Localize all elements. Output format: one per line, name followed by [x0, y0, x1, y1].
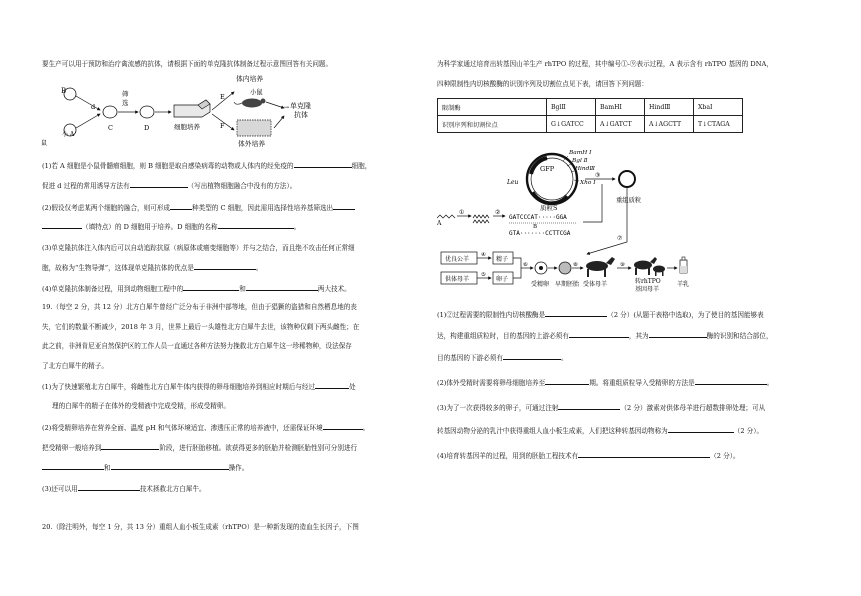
- step-7-label: ⑦: [617, 235, 623, 242]
- label-in-vitro: 体外培养: [238, 140, 266, 148]
- r-q1-line3: 目的基因的下游必须有 。: [437, 354, 568, 362]
- label-hind: HindⅢ: [575, 166, 595, 172]
- step-1-label: ①: [459, 209, 465, 216]
- label-d: d: [91, 103, 96, 111]
- label-leu: Leu: [507, 179, 519, 186]
- label-plasmid: 质粒S: [540, 204, 558, 212]
- r-q3-line2: 转基因动物分泌的乳汁中获得重组人血小板生成素，人们把这种转基因动物称为 （2 分）。: [437, 427, 764, 435]
- table-row: [438, 116, 743, 133]
- label-female: 供体母羊: [445, 276, 470, 283]
- q19-line3: 此之前，非洲肯尼亚自然保护区的工作人员一直通过各种方法努力挽救北方白犀牛这一珍稀物种，设法保存: [42, 342, 352, 350]
- dna-strand-icon: [437, 215, 455, 218]
- goat-icon: [586, 257, 615, 277]
- q19-2-line2: 把受精卵一般培养到 阶段，进行胚胎移植。欲获得更多的胚胎并检测胚胎性别可分别进行: [42, 444, 358, 452]
- q3-line1: (3)单克隆抗体注入体内后可以自动追踪抗原（病原体或癌变细胞等）并与之结合，而且绝不攻击任何正常细: [42, 244, 355, 252]
- label-zygote: 受精卵: [531, 281, 550, 288]
- label-product2: 抗体: [294, 111, 308, 119]
- label-xho: Xho I: [580, 180, 596, 186]
- label-bgl: Bgl Ⅱ: [572, 158, 588, 164]
- q2-line1: (2)假设仅考虑某两个细胞的融合，则可形成 种类型的 C 细胞，因此需用选择性培养基筛选出: [42, 203, 355, 213]
- q19-3: (3)还可以用 技术拯救北方白犀牛。: [42, 485, 206, 493]
- label-male: 优良公羊: [445, 256, 470, 263]
- label-c: C: [108, 124, 113, 132]
- r-q1-line1: (1)②过程需要的限制性内切核酸酶是 （2 分）(从题干表格中选取)，为了使目的基因能够表: [437, 311, 764, 319]
- r-q2: (2)体外受精时需要将卵母细胞培养至 期。将重组质粒导入受精卵的方法是 。: [437, 379, 774, 387]
- label-recombinant: 重组质粒: [616, 197, 642, 204]
- label-egg: 卵子: [496, 276, 509, 283]
- label-screen2: 选: [122, 99, 129, 107]
- q19-line1: 19.（每空 2 分，共 12 分）北方白犀牛曾经广泛分布于非洲中部等地，但由于猖獗的盗猎和自然栖息地的丧: [42, 303, 357, 311]
- label-sperm: 精子: [496, 256, 509, 263]
- label-a-mouse: 小 A: [62, 131, 75, 138]
- in-vitro-box: [237, 120, 271, 136]
- embryo-icon: [559, 262, 571, 274]
- q19-line2: 失，它们的数量不断减少，2018 年 3 月，世界上最后一头雄性北方白犀牛去世，该物种仅剩下两头雌性；在: [42, 323, 360, 331]
- label-embryo: 早期胚胎: [555, 281, 580, 288]
- label-recipient: 受体母羊: [583, 281, 608, 288]
- q19-2-line1: (2)将受精卵培养在营养全面、温度 pH 和气体环境适宜、渗透压正常的培养液中，还需保证环境 。: [42, 424, 370, 432]
- label-product: 单克隆: [290, 102, 311, 110]
- transgenic-goat-diagram: [437, 144, 737, 304]
- q20-intro: 20.（除注明外，每空 1 分，共 13 分）重组人血小板生成素（rhTPO）是一种新发现的造血生长因子，下图: [42, 523, 359, 531]
- table-cell: XbaI: [694, 99, 743, 116]
- left-intro: 要生产可以用于预防和治疗禽流感的抗体，请根据下面的单克隆抗体制备过程示意图回答有关问题。: [42, 60, 333, 68]
- label-gfp: GFP: [540, 165, 555, 173]
- label-e: E: [220, 93, 225, 101]
- table-cell: A↓AGCTT: [645, 116, 694, 133]
- q2-line2: （填特点）的 D 细胞用于培养。D 细胞的名称 。: [42, 222, 300, 232]
- monoclonal-antibody-diagram: [34, 72, 334, 152]
- label-transgenic: 转rhTPO: [635, 278, 661, 285]
- table-cell: 识别序列和切割位点: [438, 116, 547, 133]
- r-q1-line2: 达，构建重组质粒时，目的基因的上游必须有 ，其为 酶的识别和结合部位，: [437, 332, 773, 340]
- table-cell: HindⅢ: [645, 99, 694, 116]
- label-in-vivo: 体内培养: [236, 75, 264, 83]
- table-cell: BamHI: [596, 99, 645, 116]
- q3-line2: 胞，故称为“生物导弹”，这体现单克隆抗体的优点是 。: [42, 264, 263, 272]
- milk-bottle-icon: [680, 257, 687, 273]
- label-culture: 细胞培养: [174, 123, 200, 131]
- label-dna-a: A: [437, 220, 442, 227]
- label-mouse: 小鼠: [250, 89, 263, 96]
- right-intro-line2: 四种限制性内切核酸酶的识别序列及切割位点见下表，请回答下列问题：: [437, 80, 648, 88]
- table-cell: 限制酶: [438, 99, 547, 116]
- table-row: [438, 99, 743, 116]
- q1-line1: (1)若 A 细胞是小鼠骨髓瘤细胞，则 B 细胞是取自感染病毒的动物或人体内的经免疫的 细胞，: [42, 162, 372, 170]
- label-transgenic2: 基因母羊: [635, 286, 660, 293]
- label-b-gene: B: [533, 224, 538, 230]
- step-3-label: ③: [595, 172, 601, 179]
- step-2-label: ②: [495, 209, 501, 216]
- step-6-label: ⑥: [523, 262, 528, 268]
- q19-1-line2: 理的白犀牛的精子在体外的受精液中完成受精，形成受精卵。: [52, 402, 231, 410]
- q1-line2: 促进 d 过程的常用诱导方法有 （写出植物细胞融合中没有的方法）。: [42, 182, 297, 190]
- table-cell: A↓GATCT: [596, 116, 645, 133]
- mouse-icon: [234, 99, 266, 108]
- label-f: F: [220, 122, 225, 130]
- table-cell: G↓GATCC: [547, 116, 596, 133]
- arrow-to-product: →: [284, 104, 290, 111]
- culture-flask-icon: [174, 100, 210, 117]
- step-5-label: ⑤: [481, 272, 486, 278]
- label-milk: 羊乳: [677, 281, 690, 288]
- transgenic-goat-icon: [634, 257, 665, 276]
- label-screen: 筛: [122, 90, 129, 98]
- step-4-label: ④: [481, 252, 486, 258]
- right-intro-line1: 为科学家通过培育出转基因山羊生产 rhTPO 的过程，其中编号①-⑨表示过程，A 表示含有 rhTPO 基因的 DNA，: [437, 60, 773, 68]
- step-8-label: ⑧: [573, 262, 578, 268]
- q19-line4: 了北方白犀牛的精子。: [42, 362, 108, 370]
- q4-line: (4)单克隆抗体制备过程，用到动物细胞工程中的 和 两大技术。: [42, 285, 351, 293]
- table-cell: T↓CTAGA: [694, 116, 743, 133]
- q19-1-line1: (1)为了快速繁殖北方白犀牛，将雌性北方白犀牛体内获得的卵母细胞培养到相应时期后与经过 处: [42, 383, 356, 391]
- label-b: B: [61, 87, 67, 95]
- cell-c: [103, 106, 117, 118]
- table-cell: BglⅡ: [547, 99, 596, 116]
- label-d-cell: D: [144, 124, 150, 132]
- label-bamh: BamH I: [569, 150, 592, 156]
- q19-2-line3: 和 操作。: [42, 463, 248, 473]
- r-q4: (4)培育转基因羊的过程，用到的胚胎工程技术有 （2 分）。: [437, 452, 740, 460]
- restriction-enzyme-table: [437, 98, 743, 133]
- recombinant-plasmid: [619, 171, 635, 187]
- r-q3-line1: (3)为了一次获得较多的卵子，可通过注射 （2 分）激素对供体母羊进行超数排卵处理；可从: [437, 404, 766, 412]
- label-a-mouse2: 鼠: [41, 140, 48, 147]
- step-9-label: ⑨: [620, 262, 625, 268]
- sequence-bottom: GTA·······CCTTCGA: [509, 230, 571, 237]
- sequence-top: GATCCCAT·····GGA: [509, 214, 567, 221]
- cell-d: [140, 106, 154, 118]
